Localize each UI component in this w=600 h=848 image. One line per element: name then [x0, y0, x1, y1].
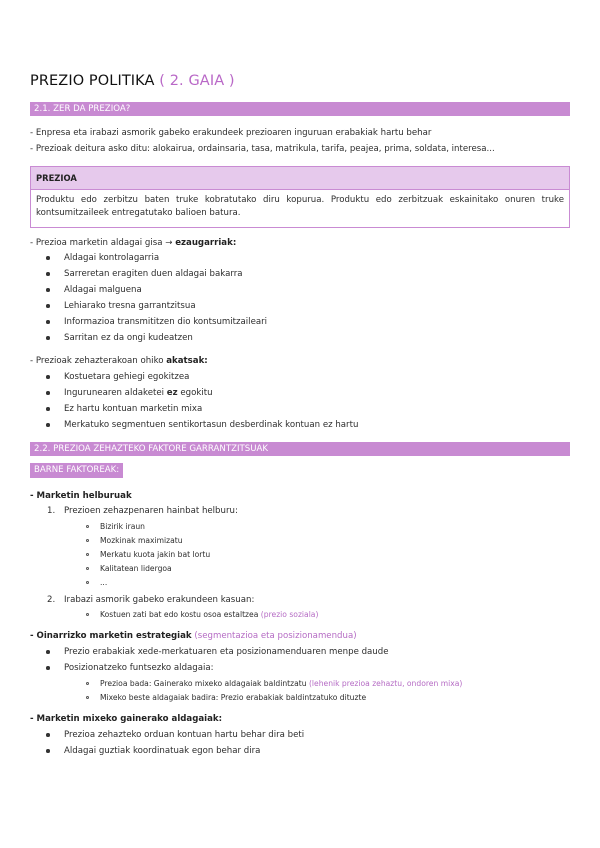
list-item	[64, 745, 260, 757]
bullet-dot	[46, 733, 50, 737]
bullet-dot	[46, 407, 50, 411]
sub-item	[100, 678, 462, 689]
mistakes-heading	[30, 355, 208, 367]
sub-item-text: Bizirik iraun	[100, 522, 145, 531]
sub-item	[100, 549, 210, 560]
bullet-dot	[46, 288, 50, 292]
list-item-bold: ez	[166, 388, 178, 398]
list-item	[64, 252, 159, 264]
section-heading-2-2: 2.2. PREZIOA ZEHAZTEKO FAKTORE GARRANTZITSUAK	[30, 442, 570, 456]
list-item-text-after: egokitu	[177, 388, 213, 398]
title-main: PREZIO POLITIKA	[30, 73, 155, 89]
bullet-dot	[46, 304, 50, 308]
sub-item-text: Prezioa bada: Gainerako mixeko aldagaiak baldintzatu	[100, 679, 309, 688]
list-item	[64, 662, 214, 674]
bullet-dot	[46, 375, 50, 379]
title-accent: ( 2. GAIA )	[159, 73, 235, 89]
list-item	[64, 419, 358, 431]
sub-item-accent: (lehenik prezioa zehaztu, ondoren mixa)	[308, 679, 463, 688]
list-item-text: Merkatuko segmentuen sentikortasun desberdinak kontuan ez hartu	[64, 420, 359, 430]
sub-item-text: Mixeko beste aldagaiak badira: Prezio erabakiak baldintzatuko dituzte	[100, 693, 367, 702]
sub-item-text: Kalitatean lidergoa	[100, 564, 172, 573]
internal-factors-badge: BARNE FAKTOREAK:	[30, 463, 123, 478]
sub-item-text: Mozkinak maximizatu	[100, 536, 183, 545]
list-item	[64, 268, 243, 280]
ring-bullet	[86, 696, 89, 699]
list-item-text: Aldagai malguena	[64, 285, 142, 295]
bullet-dot	[46, 272, 50, 276]
sub-item-text: Kostuen zati bat edo kostu osoa estaltzea	[100, 610, 261, 619]
numbered-item-text: Irabazi asmorik gabeko erakundeen kasuan:	[64, 595, 255, 605]
bullet-dot	[46, 749, 50, 753]
definition-label: PREZIOA	[31, 167, 569, 190]
list-item-text: Lehiarako tresna garrantzitsua	[64, 301, 196, 311]
characteristics-prefix: - Prezioa marketin aldagai gisa →	[30, 238, 176, 248]
list-item	[64, 332, 193, 344]
list-item	[64, 403, 202, 415]
list-item-text: Posizionatzeko funtsezko aldagaia:	[64, 663, 214, 673]
list-item-text: Prezioa zehazteko orduan kontuan hartu behar dira beti	[64, 730, 305, 740]
mix-heading	[30, 713, 222, 725]
ring-bullet	[86, 539, 89, 542]
intro-line: - Prezioak deitura asko ditu: alokairua, ordainsaria, tasa, matrikula, tarifa, peajea, prima, soldata, interesa...	[30, 144, 495, 154]
sub-item-text: ...	[100, 578, 108, 587]
list-item-text: Aldagai guztiak koordinatuak egon behar dira	[64, 746, 261, 756]
list-item-text: Kostuetara gehiegi egokitzea	[64, 372, 190, 382]
ring-bullet	[86, 613, 89, 616]
list-item-text: Sarritan ez da ongi kudeatzen	[64, 333, 193, 343]
list-item	[64, 300, 196, 312]
mistakes-bold: akatsak:	[166, 356, 208, 366]
list-item-text: Ingurunearen aldaketei	[64, 388, 167, 398]
list-item	[64, 371, 189, 383]
ring-bullet	[86, 525, 89, 528]
strategy-heading	[30, 630, 357, 642]
sub-item	[100, 521, 145, 532]
list-item	[64, 646, 389, 658]
ring-bullet	[86, 567, 89, 570]
sub-item	[100, 535, 183, 546]
bullet-dot	[46, 423, 50, 427]
characteristics-heading	[30, 237, 236, 249]
objectives-heading-text: - Marketin helburuak	[30, 491, 132, 501]
bullet-dot	[46, 336, 50, 340]
bullet-dot	[46, 666, 50, 670]
bullet-dot	[46, 320, 50, 324]
definition-box	[30, 166, 570, 228]
bullet-dot	[46, 391, 50, 395]
sub-item	[100, 563, 172, 574]
objectives-heading	[30, 490, 132, 502]
page-title	[30, 73, 235, 89]
sub-item	[100, 692, 366, 703]
list-item-text: Aldagai kontrolagarria	[64, 253, 160, 263]
sub-item-accent: (prezio soziala)	[260, 610, 319, 619]
characteristics-bold: ezaugarriak:	[175, 238, 237, 248]
sub-item	[100, 577, 107, 588]
ring-bullet	[86, 682, 89, 685]
definition-text: Produktu edo zerbitzu baten truke kobratutako diru kopurua. Produktu edo zerbitzuak eskainitako onuren truke kontsumitzaileek entregatutako balioen batura.	[36, 195, 564, 218]
bullet-dot	[46, 650, 50, 654]
sub-item	[100, 609, 318, 620]
list-item	[64, 316, 267, 328]
sub-item-text: Merkatu kuota jakin bat lortu	[100, 550, 211, 559]
list-item-text: Prezio erabakiak xede-merkatuaren eta posizionamenduaren menpe daude	[64, 647, 389, 657]
mistakes-prefix: - Prezioak zehazterakoan ohiko	[30, 356, 167, 366]
list-item-text: Informazioa transmititzen dio kontsumitzaileari	[64, 317, 268, 327]
numbered-item-text: Prezioen zehazpenaren hainbat helburu:	[64, 506, 238, 516]
list-item	[64, 387, 213, 399]
item-number: 2.	[47, 595, 56, 605]
ring-bullet	[86, 553, 89, 556]
ring-bullet	[86, 581, 89, 584]
bullet-dot	[46, 256, 50, 260]
list-item-text: Sarreretan eragiten duen aldagai bakarra	[64, 269, 243, 279]
list-item-text: Ez hartu kontuan marketin mixa	[64, 404, 203, 414]
mix-heading-text: - Marketin mixeko gainerako aldagaiak:	[30, 714, 223, 724]
list-item	[64, 729, 304, 741]
list-item	[64, 284, 142, 296]
strategy-heading-accent: (segmentazioa eta posizionamendua)	[191, 631, 357, 641]
item-number: 1.	[47, 506, 56, 516]
strategy-heading-text: - Oinarrizko marketin estrategiak	[30, 631, 192, 641]
intro-line: - Enpresa eta irabazi asmorik gabeko erakundeek prezioaren inguruan erabakiak hartu behar	[30, 128, 432, 138]
section-heading-2-1: 2.1. ZER DA PREZIOA?	[30, 102, 570, 116]
